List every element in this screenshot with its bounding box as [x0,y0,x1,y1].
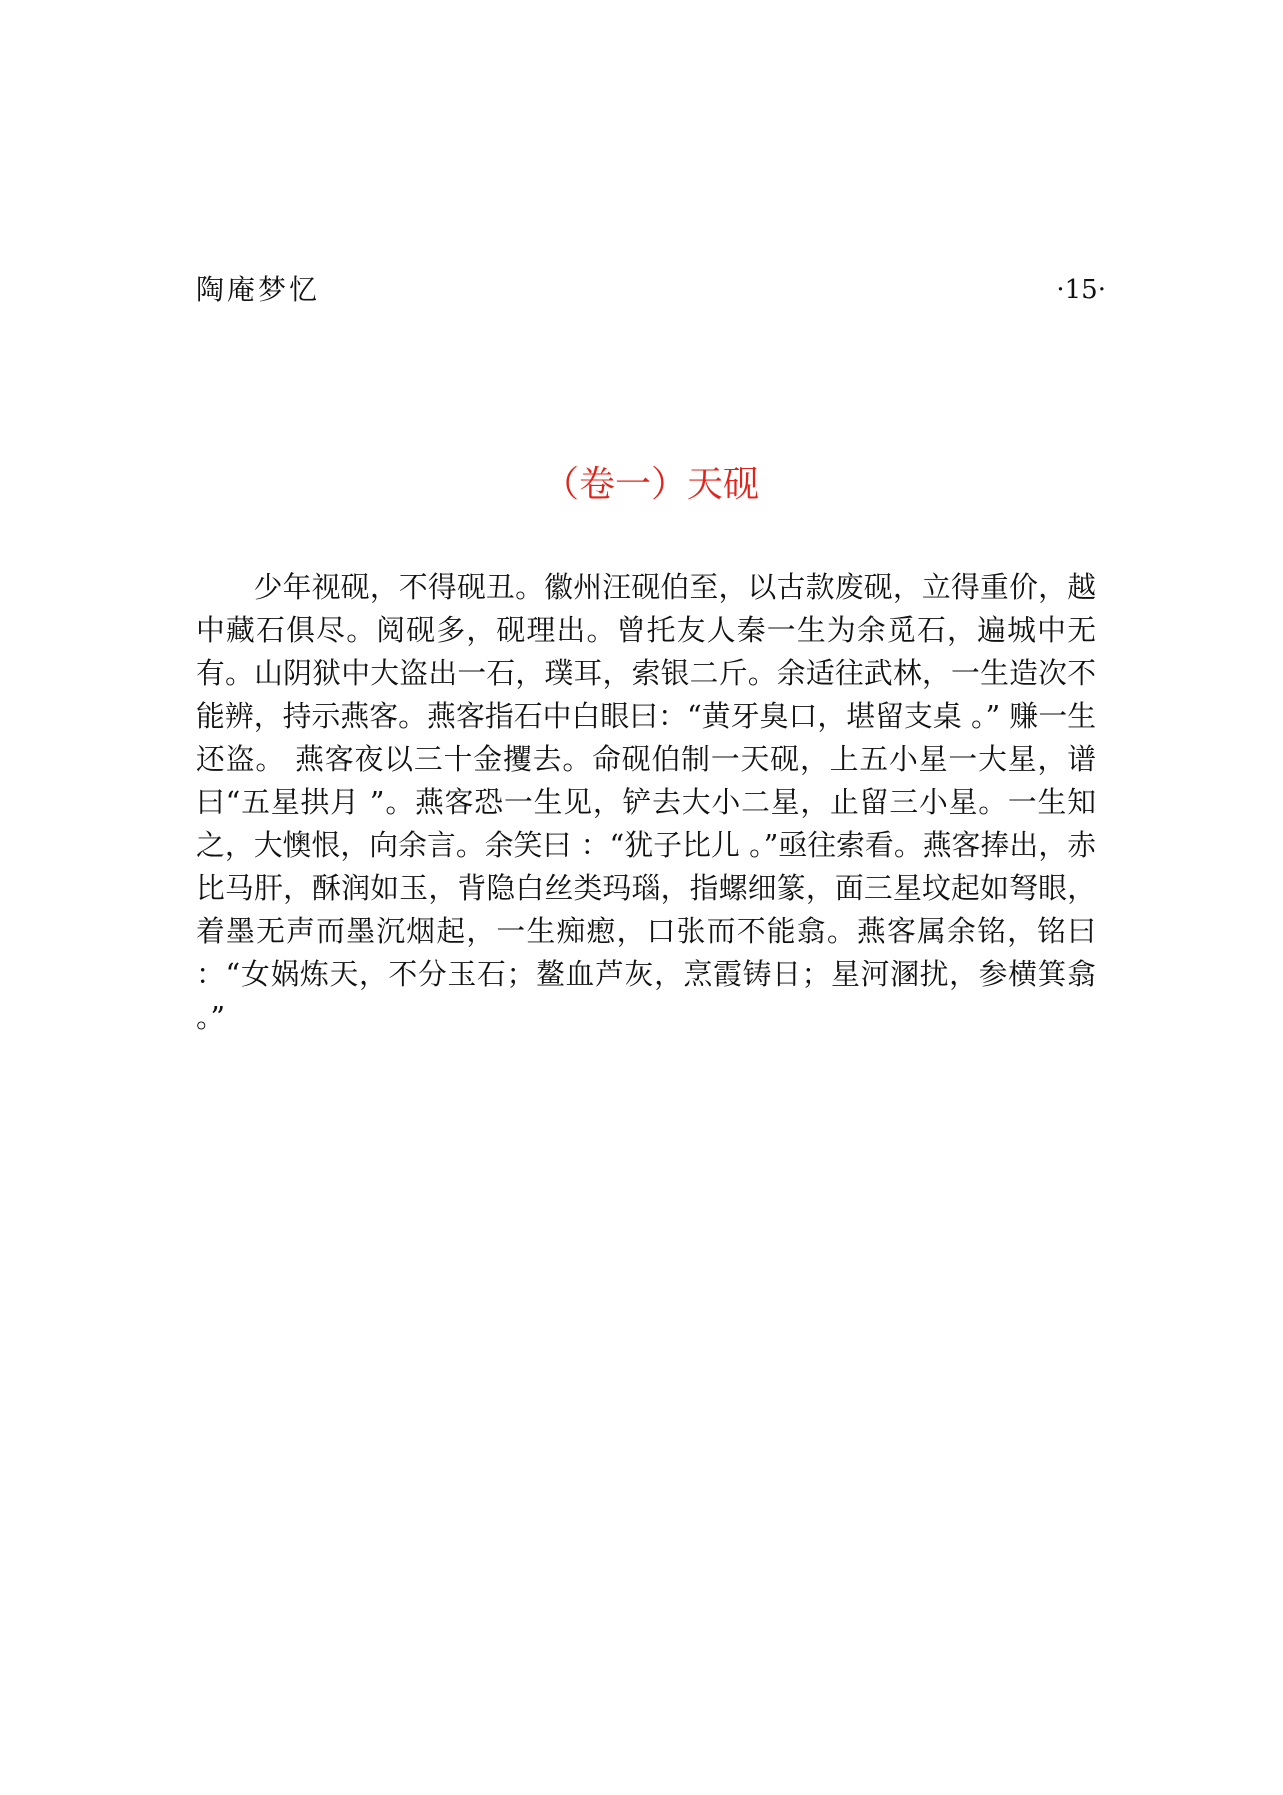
running-header [196,270,1106,310]
page-number: ·15· [1056,275,1106,305]
chapter-title: （卷一）天砚 [542,464,759,505]
body-paragraph: 少年视砚，不得砚丑。徽州汪砚伯至，以古款废砚，立得重价，越中藏石俱尽。阅砚多，砚理出。曾托友人秦一生为余觅石，遍城中无有。山阴狱中大盗出一石，璞耳，索银二斤。余适往武林，一生造次不能辨，持示燕客。燕客指石中白眼曰：“黄牙臭口，堪留支桌 。” 赚一生还盗。 燕客夜以三十金攫去。命砚伯制一天砚，上五小星一大星，谱曰“五星拱月 ”。燕客恐一生见，铲去大小二星，止留三小星。一生知之，大懊恨，向余言。余笑曰 ：“犹子比儿 。”亟往索看。燕客捧出，赤比马肝，酥润如玉，背隐白丝类玛瑙，指螺细篆，面三星坟起如弩眼，着墨无声而墨沉烟起，一生痴瘛，口张而不能翕。燕客属余铭，铭曰 ：“女娲炼天，不分玉石；鳌血芦灰，烹霞铸日；星河溷扰，参横箕翕 。” [196,570,1096,1034]
book-title: 陶庵梦忆 [196,273,321,306]
